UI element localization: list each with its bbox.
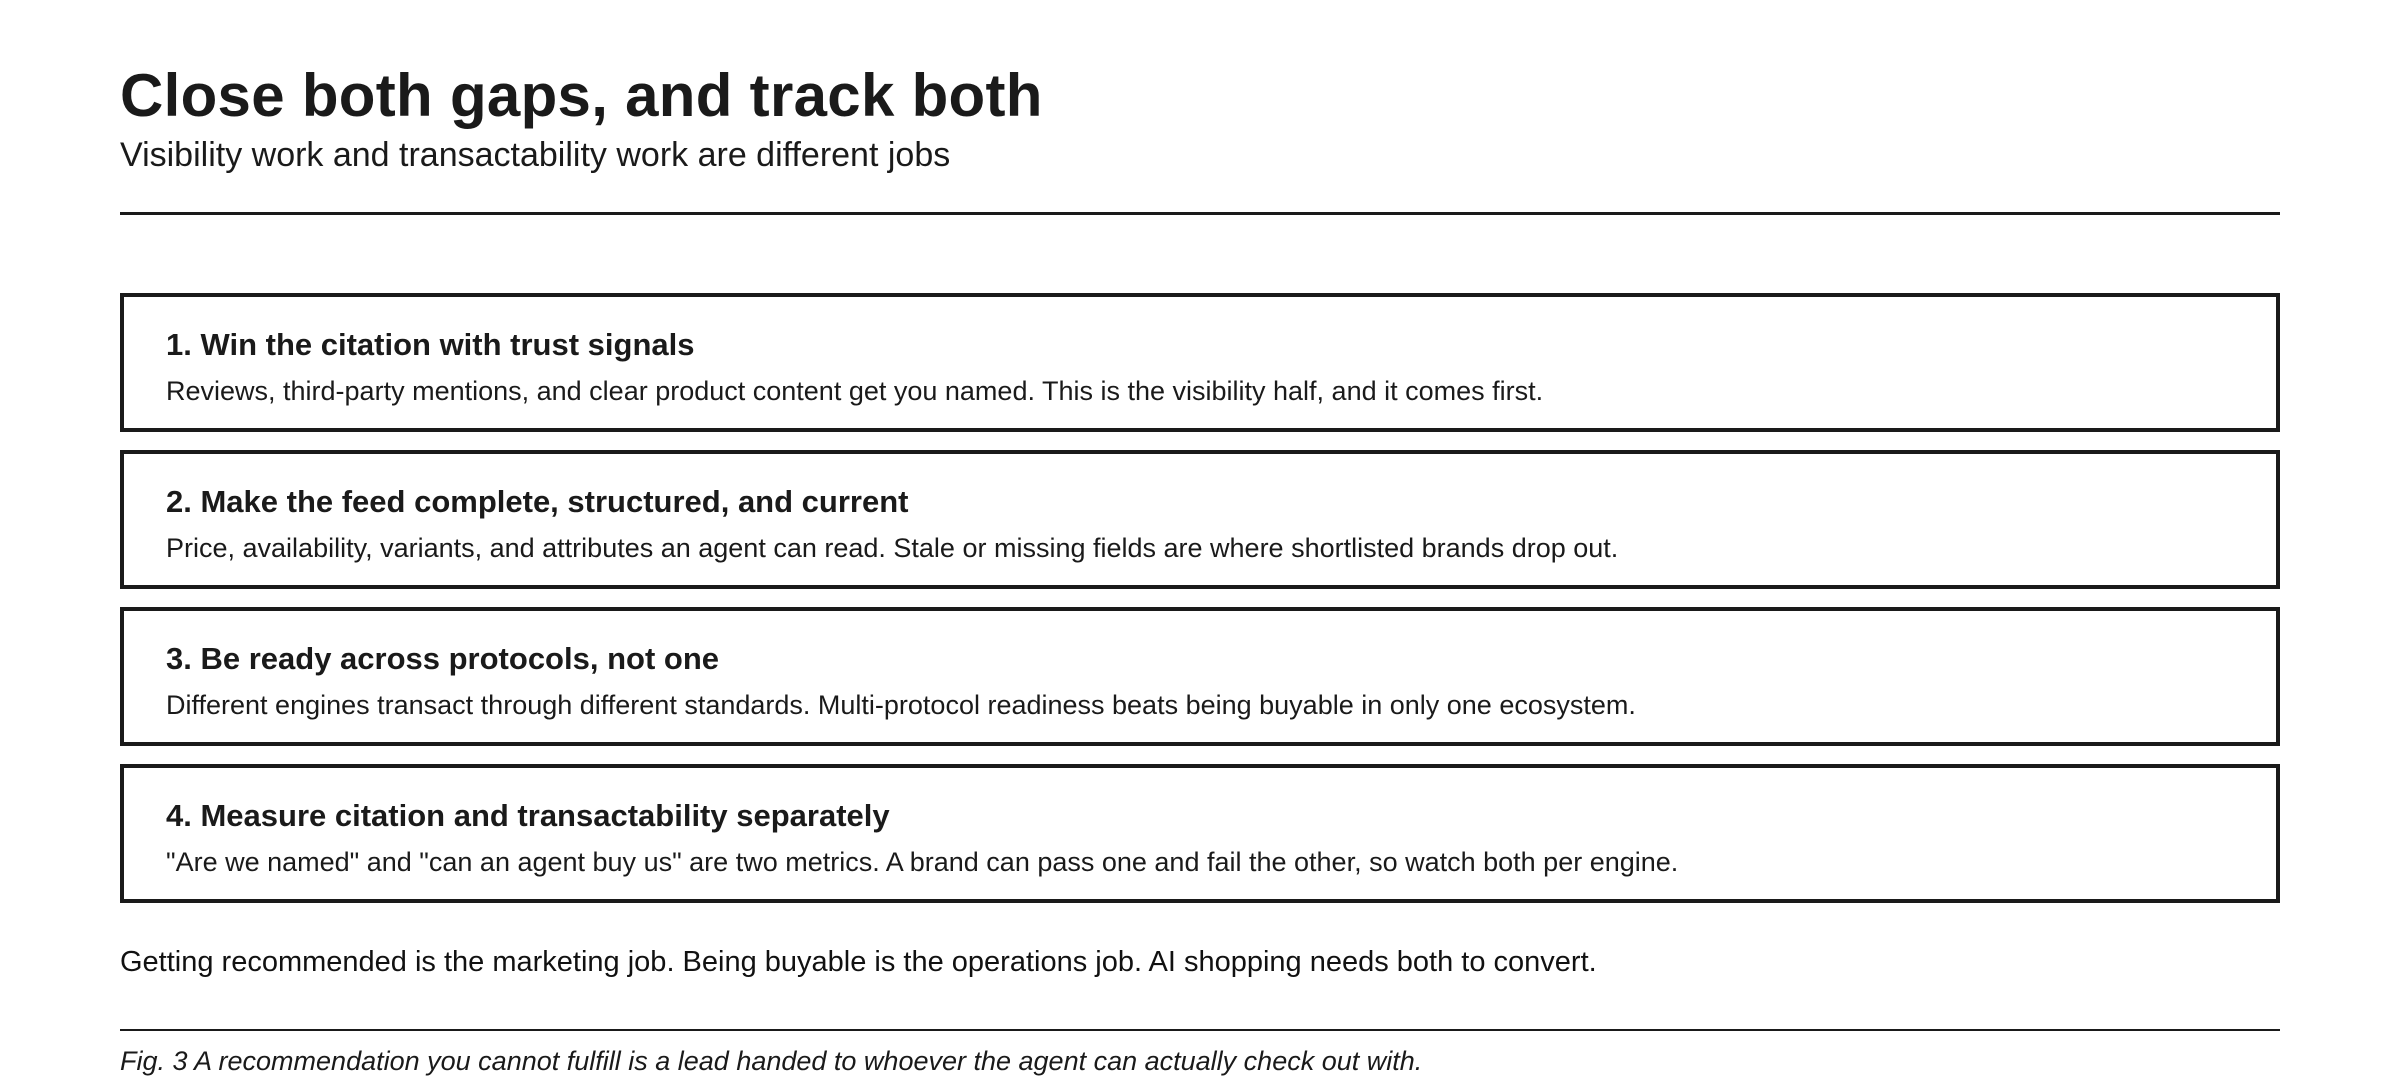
step-card-1 [120, 293, 2280, 432]
step-card-3 [120, 607, 2280, 746]
step-title: 1. Win the citation with trust signals [166, 327, 695, 362]
page-subtitle: Visibility work and transactability work are different jobs [120, 136, 951, 174]
step-description: "Are we named" and "can an agent buy us" are two metrics. A brand can pass one and fail the other, so watch both per engine. [166, 847, 1679, 877]
step-title: 4. Measure citation and transactability separately [166, 798, 890, 833]
step-card-2 [120, 450, 2280, 589]
caption-divider [120, 1029, 2280, 1031]
step-description: Different engines transact through different standards. Multi-protocol readiness beats being buyable in only one ecosystem. [166, 690, 1636, 720]
step-card-4 [120, 764, 2280, 903]
step-title: 3. Be ready across protocols, not one [166, 641, 719, 676]
page-title: Close both gaps, and track both [120, 62, 1043, 129]
step-title: 2. Make the feed complete, structured, and current [166, 484, 909, 519]
figure-caption: Fig. 3 A recommendation you cannot fulfill is a lead handed to whoever the agent can actually check out with. [120, 1046, 1423, 1076]
steps-list [120, 293, 2280, 903]
step-description: Reviews, third-party mentions, and clear product content get you named. This is the visibility half, and it comes first. [166, 376, 1544, 406]
summary-text: Getting recommended is the marketing job. Being buyable is the operations job. AI shopping needs both to convert. [120, 946, 1597, 978]
step-description: Price, availability, variants, and attributes an agent can read. Stale or missing fields are where shortlisted brands drop out. [166, 533, 1619, 563]
header-divider [120, 212, 2280, 215]
